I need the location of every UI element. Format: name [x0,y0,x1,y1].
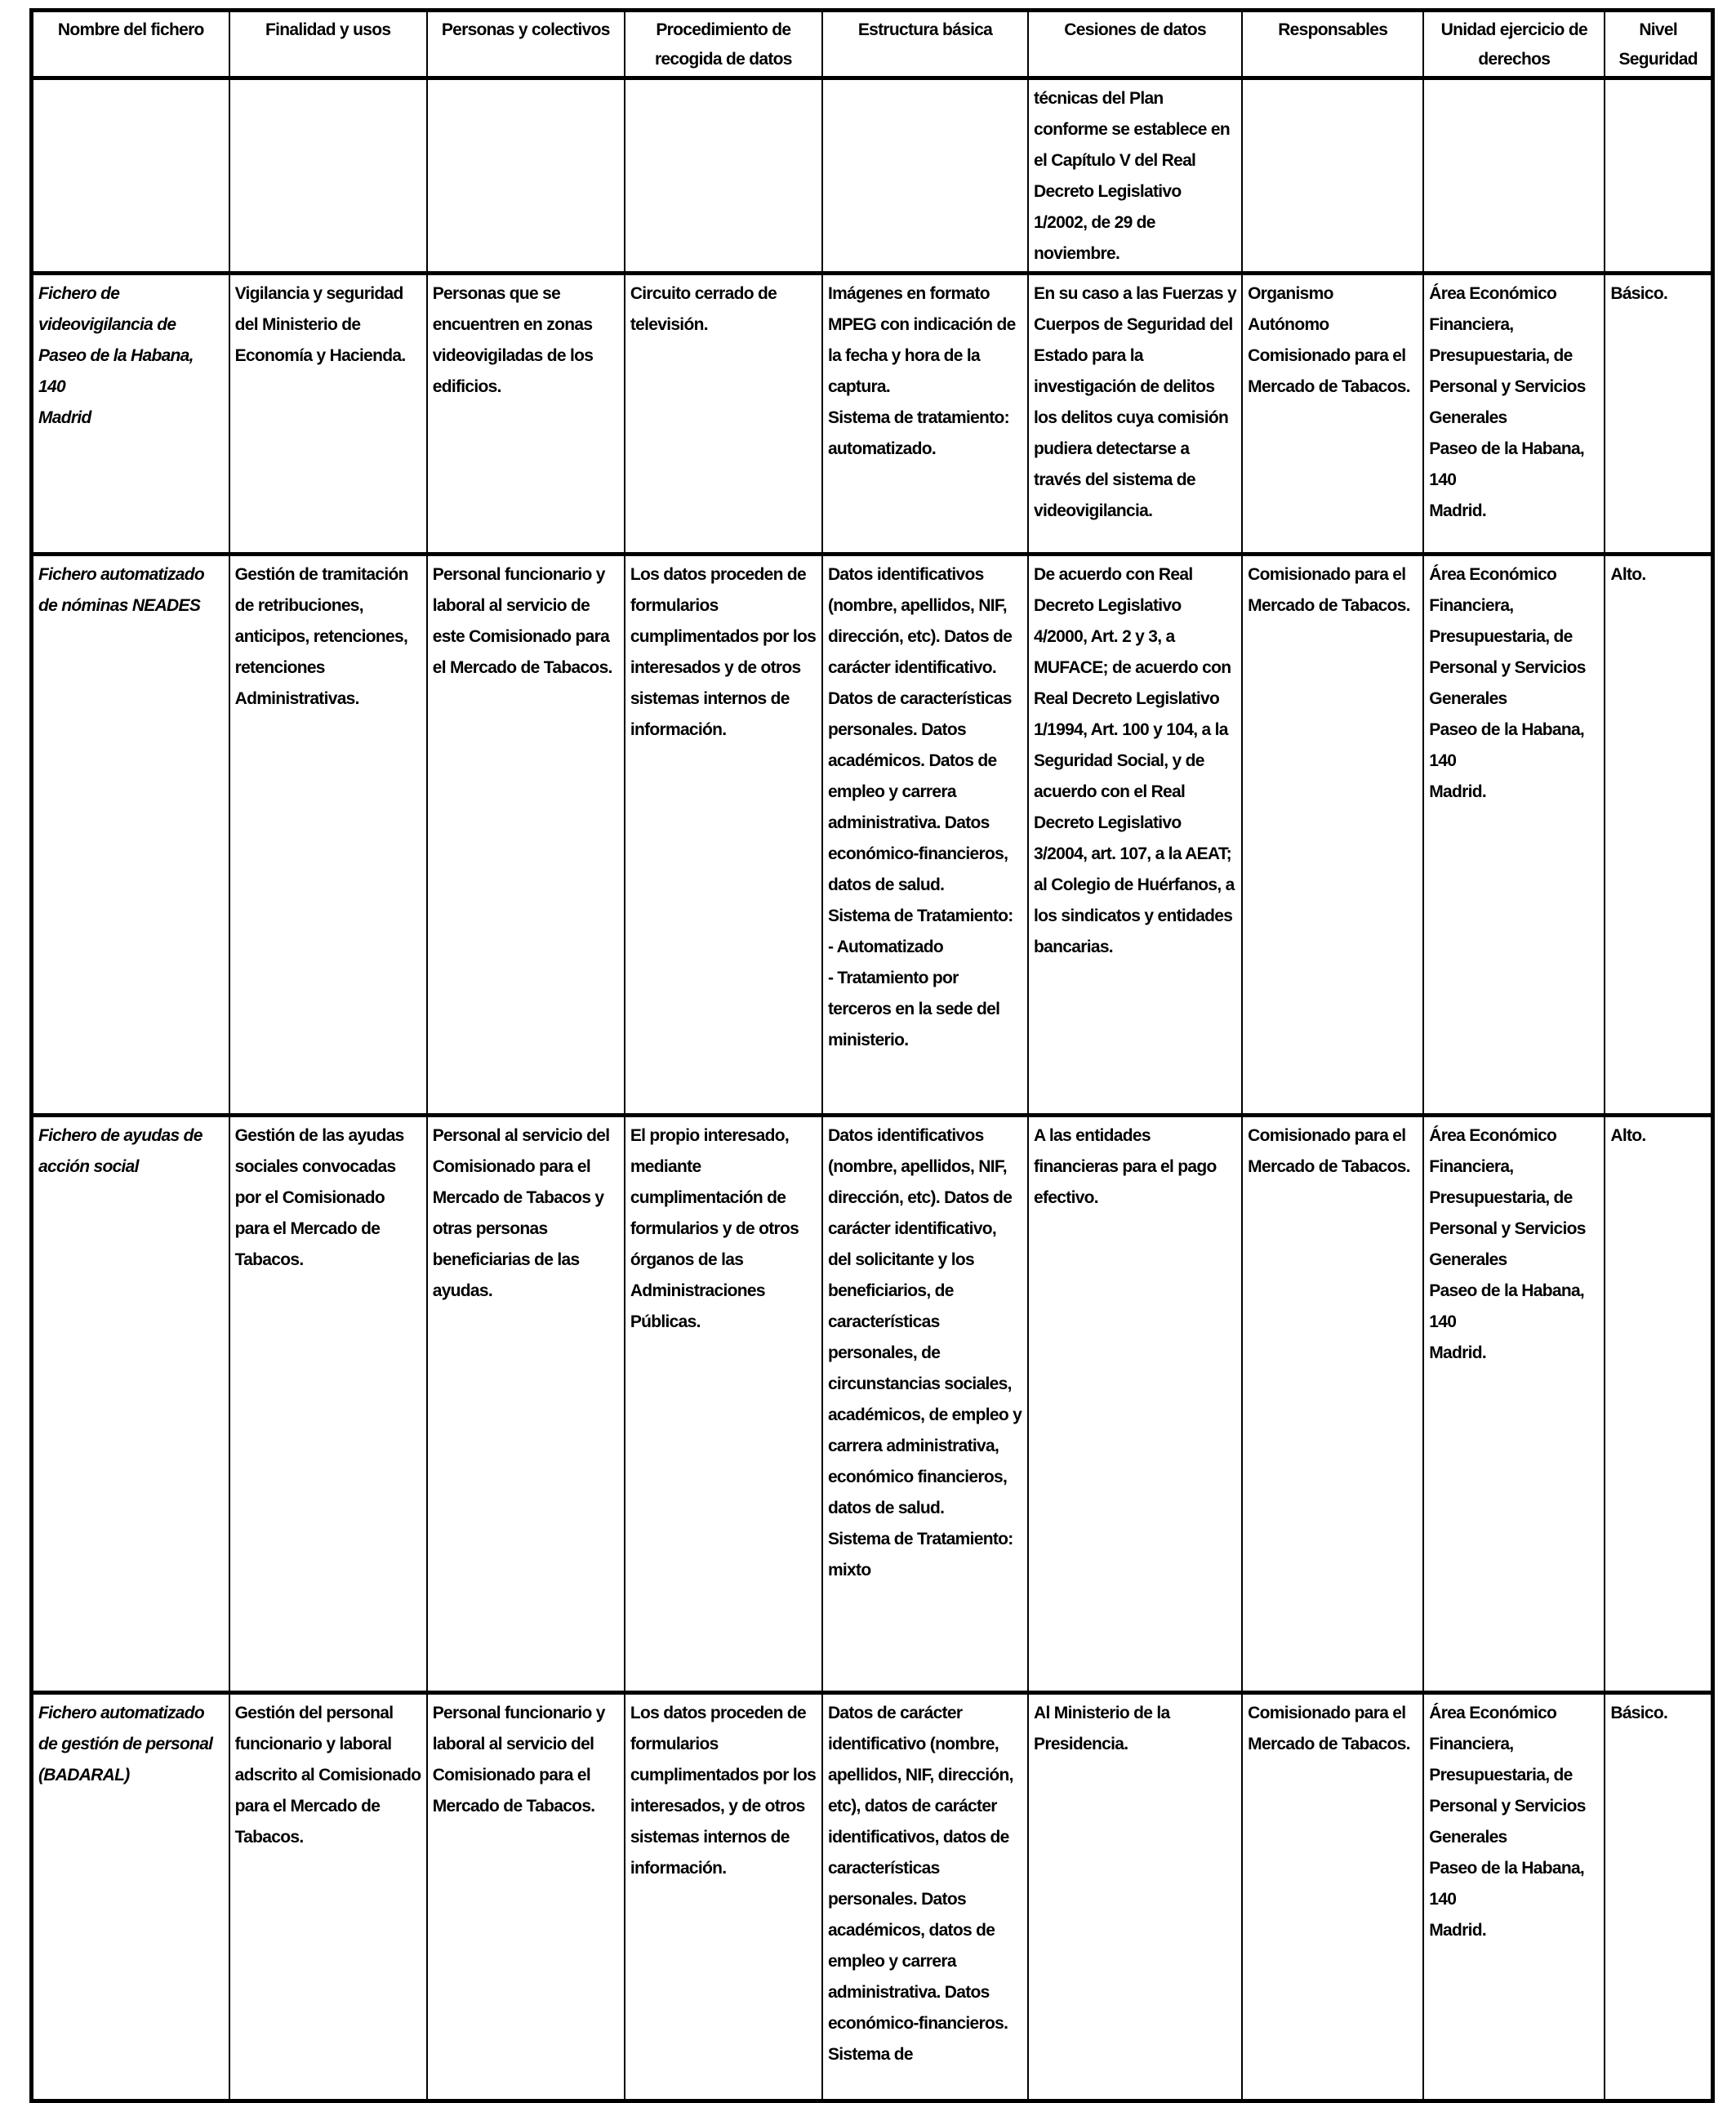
cell-cesiones: A las entidades financieras para el pago efectivo. [1028,1116,1242,1693]
cell-nombre [32,78,229,274]
column-header: Nombre del fichero [32,11,229,78]
cell-nombre: Fichero automatizado de gestión de personal (BADARAL) [32,1693,229,2101]
cell-estructura: Imágenes en formato MPEG con indicación de la fecha y hora de la captura. Sistema de tratamiento: automatizado. [822,274,1028,555]
column-header: Procedimiento de recogida de datos [625,11,822,78]
cell-responsables: Comisionado para el Mercado de Tabacos. [1242,1693,1423,2101]
cell-estructura: Datos identificativos (nombre, apellidos, NIF, dirección, etc). Datos de carácter identificativo, del solicitante y los beneficiarios, de características personales, de circunstancias sociales, académicos, de empleo y carrera administrativa, económico financieros, datos de salud. Sistema de Tratamiento: mixto [822,1116,1028,1693]
cell-personas: Personal al servicio del Comisionado para el Mercado de Tabacos y otras personas beneficiarias de las ayudas. [427,1116,625,1693]
table-row [32,78,1713,274]
column-header: Unidad ejercicio de derechos [1423,11,1605,78]
cell-nombre: Fichero de ayudas de acción social [32,1116,229,1693]
cell-procedimiento: Los datos proceden de formularios cumplimentados por los interesados y de otros sistemas internos de información. [625,555,822,1116]
table-row [32,555,1713,1116]
cell-nivel: Básico. [1605,274,1712,555]
table-row [32,274,1713,555]
cell-responsables: Comisionado para el Mercado de Tabacos. [1242,555,1423,1116]
cell-nivel: Alto. [1605,1116,1712,1693]
table-row [32,1693,1713,2101]
document-page [29,8,1715,2103]
cell-finalidad: Gestión de las ayudas sociales convocadas por el Comisionado para el Mercado de Tabacos. [229,1116,427,1693]
column-header: Personas y colectivos [427,11,625,78]
cell-procedimiento: Circuito cerrado de televisión. [625,274,822,555]
cell-finalidad: Gestión del personal funcionario y laboral adscrito al Comisionado para el Mercado de Tabacos. [229,1693,427,2101]
column-header: Cesiones de datos [1028,11,1242,78]
column-header: Nivel Seguridad [1605,11,1712,78]
cell-personas: Personal funcionario y laboral al servicio del Comisionado para el Mercado de Tabacos. [427,1693,625,2101]
cell-finalidad [229,78,427,274]
cell-responsables [1242,78,1423,274]
cell-procedimiento: Los datos proceden de formularios cumplimentados por los interesados, y de otros sistemas internos de información. [625,1693,822,2101]
cell-nivel: Alto. [1605,555,1712,1116]
cell-estructura: Datos de carácter identificativo (nombre, apellidos, NIF, dirección, etc), datos de carácter identificativos, datos de características personales. Datos académicos, datos de empleo y carrera administrativa. Datos económico-financieros. Sistema de [822,1693,1028,2101]
cell-nivel: Básico. [1605,1693,1712,2101]
cell-nivel [1605,78,1712,274]
cell-nombre: Fichero de videovigilancia de Paseo de la Habana, 140 Madrid [32,274,229,555]
cell-unidad: Área Económico Financiera, Presupuestaria, de Personal y Servicios Generales Paseo de la Habana, 140 Madrid. [1423,555,1605,1116]
cell-cesiones: Al Ministerio de la Presidencia. [1028,1693,1242,2101]
ficheros-table [29,8,1715,2103]
table-row [32,1116,1713,1693]
cell-estructura [822,78,1028,274]
column-header: Finalidad y usos [229,11,427,78]
cell-unidad [1423,78,1605,274]
cell-personas: Personas que se encuentren en zonas videovigiladas de los edificios. [427,274,625,555]
column-header: Responsables [1242,11,1423,78]
cell-personas: Personal funcionario y laboral al servicio de este Comisionado para el Mercado de Tabacos. [427,555,625,1116]
cell-cesiones: De acuerdo con Real Decreto Legislativo 4/2000, Art. 2 y 3, a MUFACE; de acuerdo con Real Decreto Legislativo 1/1994, Art. 100 y 104, a la Seguridad Social, y de acuerdo con el Real Decreto Legislativo 3/2004, art. 107, a la AEAT; al Colegio de Huérfanos, a los sindicatos y entidades bancarias. [1028,555,1242,1116]
cell-cesiones: En su caso a las Fuerzas y Cuerpos de Seguridad del Estado para la investigación de delitos los delitos cuya comisión pudiera detectarse a través del sistema de videovigilancia. [1028,274,1242,555]
column-header: Estructura básica [822,11,1028,78]
cell-finalidad: Gestión de tramitación de retribuciones, anticipos, retenciones, retenciones Administrativas. [229,555,427,1116]
cell-finalidad: Vigilancia y seguridad del Ministerio de Economía y Hacienda. [229,274,427,555]
cell-unidad: Área Económico Financiera, Presupuestaria, de Personal y Servicios Generales Paseo de la Habana, 140 Madrid. [1423,1116,1605,1693]
cell-cesiones: técnicas del Plan conforme se establece en el Capítulo V del Real Decreto Legislativo 1/2002, de 29 de noviembre. [1028,78,1242,274]
cell-procedimiento: El propio interesado, mediante cumplimentación de formularios y de otros órganos de las Administraciones Públicas. [625,1116,822,1693]
cell-responsables: Comisionado para el Mercado de Tabacos. [1242,1116,1423,1693]
cell-estructura: Datos identificativos (nombre, apellidos, NIF, dirección, etc). Datos de carácter identificativo. Datos de características personales. Datos académicos. Datos de empleo y carrera administrativa. Datos económico-financieros, datos de salud. Sistema de Tratamiento: - Automatizado - Tratamiento por terceros en la sede del ministerio. [822,555,1028,1116]
cell-unidad: Área Económico Financiera, Presupuestaria, de Personal y Servicios Generales Paseo de la Habana, 140 Madrid. [1423,274,1605,555]
cell-procedimiento [625,78,822,274]
table-header-row [32,11,1713,78]
cell-nombre: Fichero automatizado de nóminas NEADES [32,555,229,1116]
cell-personas [427,78,625,274]
cell-responsables: Organismo Autónomo Comisionado para el Mercado de Tabacos. [1242,274,1423,555]
cell-unidad: Área Económico Financiera, Presupuestaria, de Personal y Servicios Generales Paseo de la Habana, 140 Madrid. [1423,1693,1605,2101]
